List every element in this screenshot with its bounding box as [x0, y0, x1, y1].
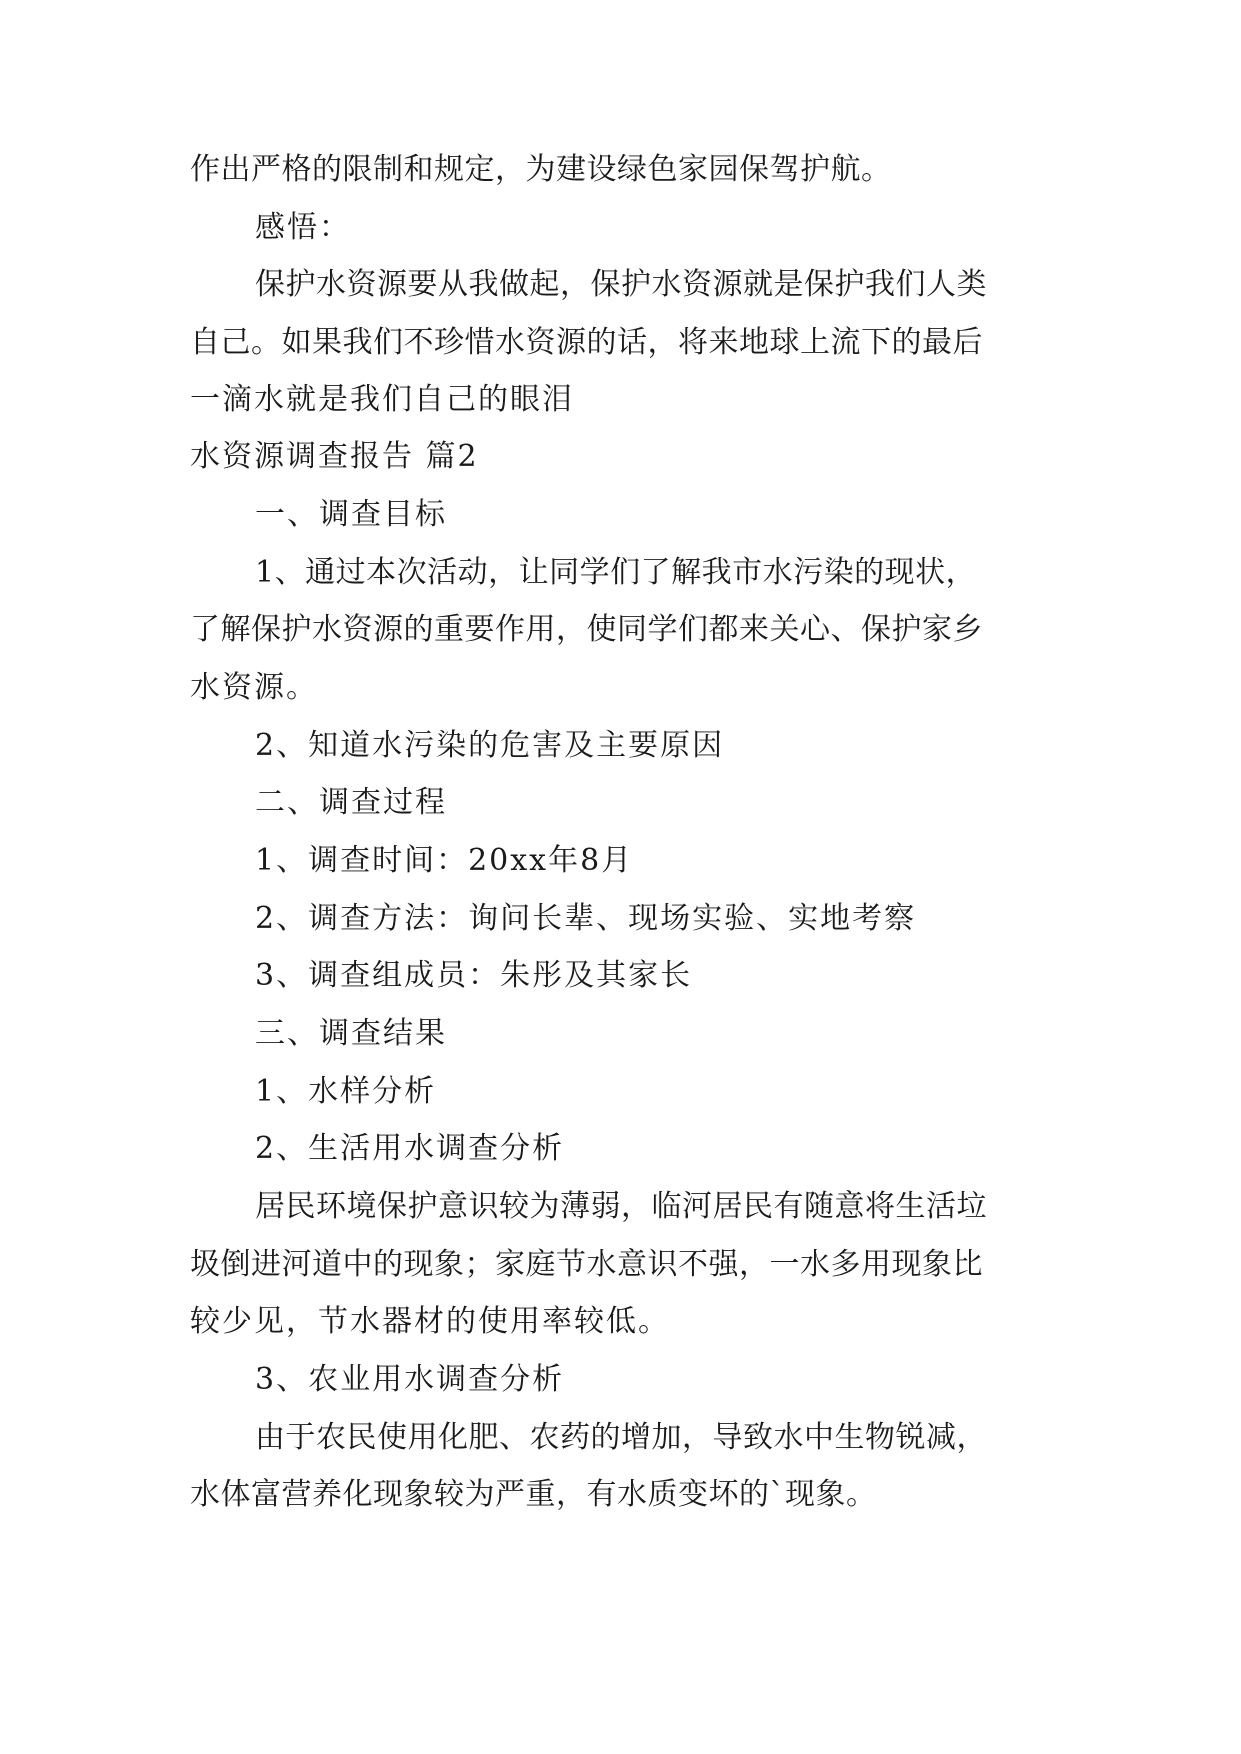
paragraph-line: 圾倒进河道中的现象；家庭节水意识不强，一水多用现象比 — [190, 1247, 983, 1282]
list-item: 2、知道水污染的危害及主要原因 — [255, 728, 725, 763]
list-item: 2、调查方法：询问长辈、现场实验、实地考察 — [255, 901, 917, 936]
article-title: 水资源调查报告 篇2 — [190, 439, 479, 474]
paragraph-line: 较少见，节水器材的使用率较低。 — [190, 1304, 670, 1339]
paragraph-line: 水资源。 — [190, 670, 318, 705]
paragraph-line: 作出严格的限制和规定，为建设绿色家园保驾护航。 — [190, 152, 892, 187]
list-item: 3、调查组成员：朱彤及其家长 — [255, 958, 693, 993]
paragraph-line: 一滴水就是我们自己的眼泪 — [190, 382, 574, 417]
list-item: 1、调查时间：20xx年8月 — [255, 843, 634, 878]
paragraph-line: 水体富营养化现象较为严重，有水质变坏的`现象。 — [190, 1477, 877, 1512]
paragraph-line: 由于农民使用化肥、农药的增加，导致水中生物锐减， — [255, 1420, 987, 1455]
list-item: 2、生活用水调查分析 — [255, 1131, 565, 1166]
paragraph-line: 了解保护水资源的重要作用，使同学们都来关心、保护家乡 — [190, 612, 983, 647]
paragraph-line: 自己。如果我们不珍惜水资源的话，将来地球上流下的最后 — [190, 325, 983, 360]
list-item: 1、水样分析 — [255, 1074, 437, 1109]
paragraph-line: 1、通过本次活动，让同学们了解我市水污染的现状， — [255, 555, 977, 590]
heading-3: 三、调查结果 — [255, 1016, 447, 1051]
paragraph-line: 居民环境保护意识较为薄弱，临河居民有随意将生活垃 — [255, 1189, 987, 1224]
heading-1: 一、调查目标 — [255, 497, 447, 532]
paragraph-line: 保护水资源要从我做起，保护水资源就是保护我们人类 — [255, 267, 987, 302]
section-label: 感悟： — [255, 210, 351, 245]
list-item: 3、农业用水调查分析 — [255, 1362, 565, 1397]
heading-2: 二、调查过程 — [255, 785, 447, 820]
